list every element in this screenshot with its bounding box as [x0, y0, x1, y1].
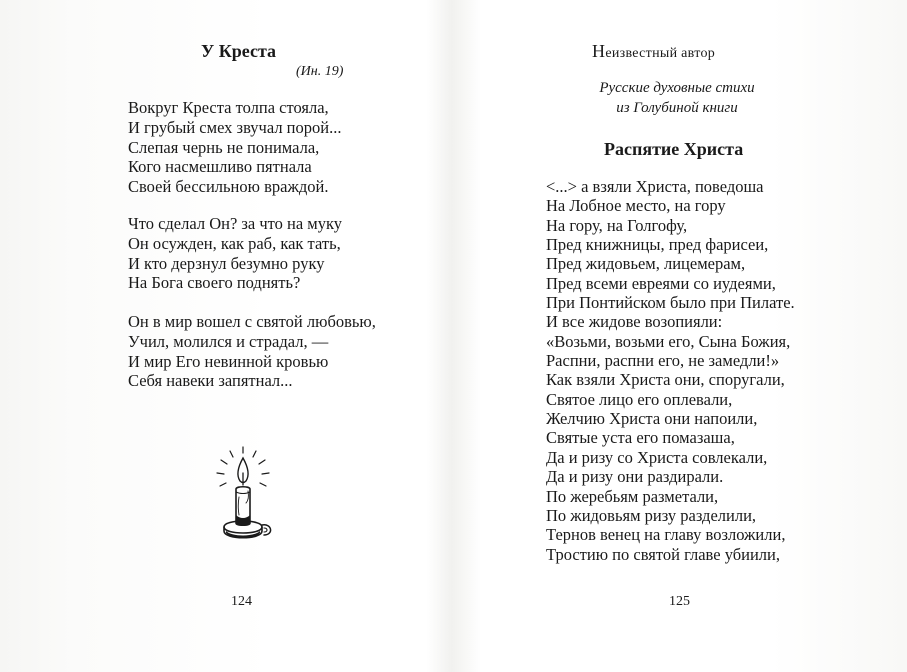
stanza-3	[128, 312, 376, 391]
candle-icon	[210, 445, 276, 549]
verse-line: Себя навеки запятнал...	[128, 371, 293, 391]
verse-line: Своей бессильною враждой.	[128, 177, 329, 197]
verse-line: И кто дерзнул безумно руку	[128, 253, 325, 273]
verse-line: И грубый смех звучал порой...	[128, 117, 342, 137]
verse-line: На Лобное место, на гору	[546, 196, 726, 216]
verse-line: На гору, на Голгофу,	[546, 215, 688, 235]
verse-line: Да и ризу они раздирали.	[546, 467, 724, 487]
verse-line: Вокруг Креста толпа стояла,	[128, 98, 329, 117]
subtitle-line: Русские духовные стихи	[599, 80, 755, 96]
left-page	[0, 0, 453, 672]
author-rest: еизвестный автор	[605, 46, 716, 61]
verse-line: Пред книжницы, пред фарисеи,	[546, 235, 769, 255]
verse-line: Что сделал Он? за что на муку	[128, 214, 343, 233]
verse-line: Он в мир вошел с святой любовью,	[128, 312, 376, 331]
subtitle-line: из Голубиной книги	[616, 100, 738, 116]
verse-line: Да и ризу со Христа совлекали,	[546, 447, 768, 467]
author-heading	[592, 40, 715, 65]
author-initial: Н	[592, 41, 606, 61]
stanza-2	[128, 214, 342, 293]
poem-title-u-kresta: У Креста	[201, 41, 277, 61]
verse-line: Учил, молился и страдал, —	[128, 331, 329, 351]
poem-title-raspyatie: Распятие Христа	[604, 139, 744, 159]
verse-line: Пред всеми евреями со иудеями,	[546, 273, 776, 293]
verse-line: Святое лицо его оплевали,	[546, 389, 733, 409]
verse-line: При Понтийском было при Пилате.	[546, 293, 795, 313]
verse-line: Пред жидовьем, лицемерам,	[546, 254, 746, 274]
verse-line: <...> а взяли Христа, поведоша	[546, 177, 764, 196]
verse-line: Святые уста его помазаша,	[546, 428, 735, 448]
stanza-1	[128, 98, 341, 197]
verse-line: На Бога своего поднять?	[128, 273, 301, 293]
epigraph: (Ин. 19)	[296, 64, 344, 79]
subtitle	[589, 78, 765, 118]
verse-line: Он осужден, как раб, как тать,	[128, 233, 341, 253]
verse-line: Слепая чернь не понимала,	[128, 137, 320, 157]
verse-line: По жидовьям ризу разделили,	[546, 505, 757, 525]
verse-line: Тернов венец на главу возложили,	[546, 525, 786, 545]
right-page	[453, 0, 907, 672]
verse-line: Желчию Христа они напоили,	[546, 409, 758, 429]
verse-line: И все жидове возопияли:	[546, 312, 723, 332]
verse-line: Распни, распни его, не замедли!»	[546, 351, 780, 371]
verse-line: Кого насмешливо пятнала	[128, 157, 312, 177]
verse-line: «Возьми, возьми его, Сына Божия,	[546, 331, 791, 351]
verse-line: Тростию по святой главе убиили,	[546, 544, 780, 564]
page-number-left: 124	[231, 594, 252, 609]
verses	[546, 177, 795, 564]
verse-line: По жеребьям разметали,	[546, 486, 719, 506]
page-number-right: 125	[669, 594, 690, 609]
verse-line: Как взяли Христа они, споругали,	[546, 370, 785, 390]
verse-line: И мир Его невинной кровью	[128, 351, 329, 371]
